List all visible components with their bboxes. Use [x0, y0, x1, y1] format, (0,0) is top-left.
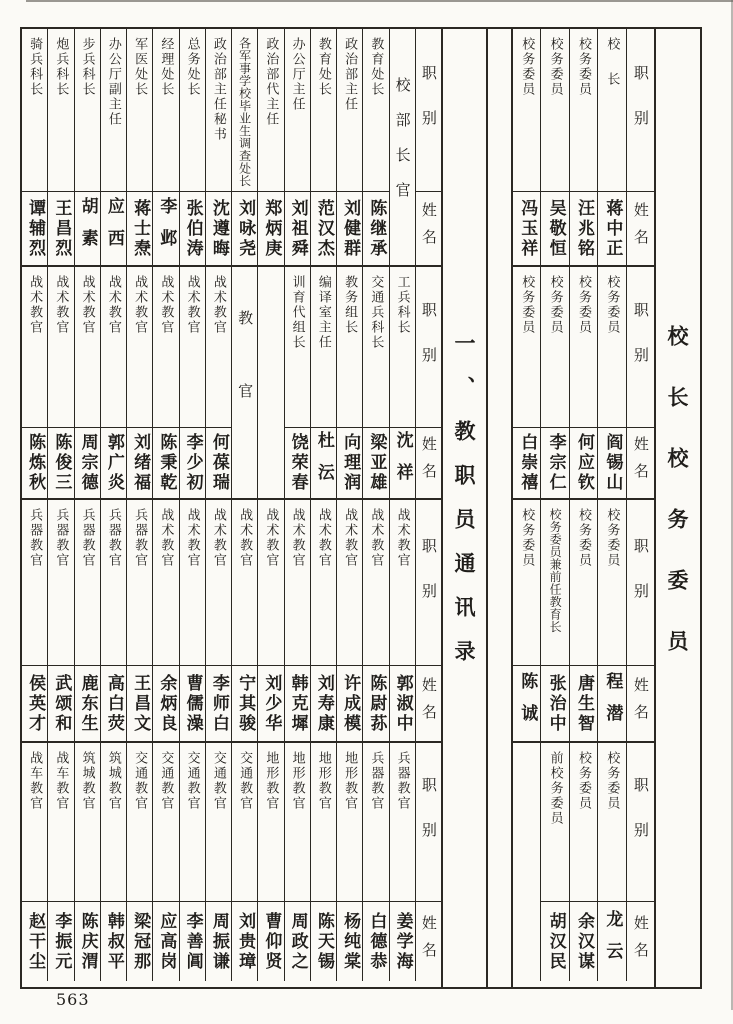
job-title: 兵器教官 — [53, 508, 69, 568]
table-band — [22, 29, 441, 265]
staff-cell — [47, 743, 73, 981]
job-title: 地形教官 — [289, 751, 305, 811]
person-name: 胡汉民 — [545, 911, 566, 972]
staff-cell — [569, 29, 597, 265]
staff-cell — [597, 500, 625, 741]
table-band — [22, 498, 441, 741]
person-name: 刘贵璋 — [235, 911, 256, 972]
table-band — [22, 741, 441, 981]
staff-cell — [310, 743, 336, 981]
staff-cell — [179, 500, 205, 741]
staff-cell — [100, 29, 126, 265]
staff-cell — [205, 500, 231, 741]
person-name: 白德恭 — [366, 911, 387, 972]
rank-header: 职别 — [631, 302, 650, 392]
name-header: 姓名 — [631, 914, 650, 969]
directory-table — [20, 27, 702, 989]
staff-cell — [569, 500, 597, 741]
staff-cell — [389, 743, 415, 981]
person-name: 曹儒澡 — [182, 673, 203, 734]
person-name: 谭辅烈 — [25, 198, 46, 259]
staff-cell — [310, 29, 336, 265]
staff-cell — [74, 743, 100, 981]
staff-section — [22, 29, 441, 987]
person-name: 白崇禧 — [517, 433, 538, 493]
person-name: 刘绪福 — [130, 433, 151, 493]
job-title: 战术教官 — [368, 508, 384, 568]
job-title: 地形教官 — [263, 751, 279, 811]
job-title: 校务委员 — [576, 508, 592, 568]
group-banner-cell — [389, 29, 415, 265]
job-title: 校务委员 — [547, 275, 563, 335]
job-title: 战术教官 — [132, 275, 148, 335]
staff-cell — [179, 29, 205, 265]
person-name: 周宗德 — [77, 433, 98, 493]
person-name: 阎锡山 — [602, 433, 623, 493]
staff-cell — [100, 500, 126, 741]
staff-cell — [74, 29, 100, 265]
table-band — [513, 265, 654, 498]
group-banner-cell — [231, 267, 257, 498]
job-title: 筑城教官 — [105, 751, 121, 811]
job-title: 兵器教官 — [368, 751, 384, 811]
job-title: 政治部主任秘书 — [210, 37, 226, 142]
person-name: 蒋士焘 — [130, 198, 151, 259]
job-title: 兵器教官 — [132, 508, 148, 568]
job-title: 校长 — [604, 37, 620, 107]
person-name: 李少初 — [182, 433, 203, 493]
person-name: 吴敬恒 — [545, 198, 566, 259]
job-title: 政治部主任 — [342, 37, 358, 112]
person-name: 向理润 — [340, 433, 361, 493]
staff-cell — [74, 500, 100, 741]
staff-cell — [284, 500, 310, 741]
staff-cell — [540, 29, 568, 265]
staff-cell — [284, 29, 310, 265]
staff-cell — [47, 500, 73, 741]
staff-cell — [152, 29, 178, 265]
person-name: 杨纯棠 — [340, 911, 361, 972]
person-name: 余炳良 — [156, 673, 177, 734]
staff-cell — [179, 267, 205, 498]
staff-cell — [310, 500, 336, 741]
column-header-cell — [626, 29, 654, 265]
job-title: 战术教官 — [184, 508, 200, 568]
staff-cell — [179, 743, 205, 981]
job-title: 校务委员 — [519, 508, 535, 568]
job-title: 兵器教官 — [27, 508, 43, 568]
person-name: 蒋中正 — [602, 198, 623, 259]
column-header-cell — [415, 500, 441, 741]
rank-header: 职别 — [419, 777, 438, 867]
staff-cell — [47, 29, 73, 265]
job-title: 工兵科长 — [394, 275, 410, 335]
staff-cell — [362, 500, 388, 741]
staff-cell — [152, 743, 178, 981]
staff-cell — [22, 743, 47, 981]
rank-header: 职别 — [419, 65, 438, 155]
staff-cell — [126, 29, 152, 265]
job-title: 战术教官 — [158, 508, 174, 568]
staff-cell — [336, 743, 362, 981]
staff-cell — [310, 267, 336, 498]
person-name: 汪兆铭 — [574, 198, 595, 259]
job-title: 教育处长 — [368, 37, 384, 97]
job-title: 战术教官 — [158, 275, 174, 335]
job-title: 兵器教官 — [394, 751, 410, 811]
staff-cell — [231, 29, 257, 265]
job-title: 战术教官 — [79, 275, 95, 335]
staff-cell — [205, 267, 231, 498]
staff-cell — [231, 743, 257, 981]
staff-cell — [336, 267, 362, 498]
column-header-cell — [415, 29, 441, 265]
job-title: 战术教官 — [263, 508, 279, 568]
job-title: 校务委员 — [604, 508, 620, 568]
section-title-column — [441, 29, 488, 987]
staff-cell — [205, 743, 231, 981]
staff-cell — [284, 267, 310, 498]
person-name: 韩叔平 — [103, 911, 124, 972]
staff-cell — [597, 29, 625, 265]
person-name: 梁亚雄 — [366, 433, 387, 493]
job-title: 校务委员 — [576, 275, 592, 335]
person-name: 张伯涛 — [182, 198, 203, 259]
person-name: 赵干尘 — [25, 911, 46, 972]
staff-cell — [513, 267, 540, 498]
job-title: 战术教官 — [53, 275, 69, 335]
staff-cell — [100, 267, 126, 498]
job-title: 战术教官 — [105, 275, 121, 335]
staff-cell — [362, 743, 388, 981]
job-title: 教育处长 — [315, 37, 331, 97]
staff-cell — [22, 500, 47, 741]
job-title: 战术教官 — [394, 508, 410, 568]
job-title: 交通教官 — [237, 751, 253, 811]
staff-cell — [22, 267, 47, 498]
staff-cell — [362, 29, 388, 265]
job-title: 战术教官 — [237, 508, 253, 568]
page-number: 563 — [56, 990, 90, 1009]
person-name: 陈秉乾 — [156, 433, 177, 493]
job-title: 骑兵科长 — [27, 37, 43, 97]
staff-cell — [100, 743, 126, 981]
person-name: 鹿东生 — [77, 673, 98, 734]
person-name: 杜沄 — [313, 431, 334, 495]
job-title: 编译室主任 — [315, 275, 331, 350]
job-title: 政治部代主任 — [263, 37, 279, 127]
table-band — [513, 498, 654, 741]
principal-committee-banner: 校长校务委员 — [665, 325, 690, 691]
person-name: 刘健群 — [340, 198, 361, 259]
column-header-cell — [626, 743, 654, 981]
job-title: 战术教官 — [184, 275, 200, 335]
person-name: 侯英才 — [25, 673, 46, 734]
person-name: 陈炼秋 — [25, 433, 46, 493]
person-name: 王昌烈 — [51, 198, 72, 259]
job-title: 校务委员 — [519, 37, 535, 97]
job-title: 交通兵科长 — [368, 275, 384, 350]
person-name: 李振元 — [51, 911, 72, 972]
job-title: 校务委员 — [547, 37, 563, 97]
person-name: 宁其骏 — [235, 673, 256, 734]
staff-cell — [540, 743, 568, 981]
name-header: 姓名 — [419, 914, 438, 969]
staff-cell — [336, 500, 362, 741]
job-title: 办公厅主任 — [289, 37, 305, 112]
empty-cell — [513, 743, 540, 981]
person-name: 何葆瑞 — [208, 433, 229, 493]
staff-cell — [569, 267, 597, 498]
person-name: 韩克墀 — [287, 673, 308, 734]
staff-cell — [540, 500, 568, 741]
person-name: 冯玉祥 — [517, 198, 538, 259]
job-title: 步兵科长 — [79, 37, 95, 97]
person-name: 陈诚 — [517, 671, 538, 736]
staff-cell — [513, 500, 540, 741]
person-name: 郭广炎 — [103, 433, 124, 493]
column-header-cell — [415, 743, 441, 981]
name-header: 姓名 — [631, 676, 650, 731]
job-title: 炮兵科长 — [53, 37, 69, 97]
rank-header: 职别 — [419, 302, 438, 392]
person-name: 沈祥 — [392, 431, 413, 495]
person-name: 陈天锡 — [313, 911, 334, 972]
job-title: 战术教官 — [315, 508, 331, 568]
name-header: 姓名 — [631, 436, 650, 490]
person-name: 何应钦 — [574, 433, 595, 493]
section-title: 一、教职员通讯录 — [452, 332, 477, 684]
person-name: 李宗仁 — [545, 433, 566, 493]
person-name: 李邺 — [156, 196, 177, 261]
name-header: 姓名 — [419, 676, 438, 731]
job-title: 校务委员 — [519, 275, 535, 335]
job-title: 交通教官 — [132, 751, 148, 811]
staff-cell — [569, 743, 597, 981]
person-name: 周政之 — [287, 911, 308, 972]
person-name: 刘少华 — [261, 673, 282, 734]
table-band — [513, 29, 654, 265]
staff-cell — [126, 500, 152, 741]
person-name: 李师白 — [208, 673, 229, 734]
column-header-cell — [626, 267, 654, 498]
person-name: 饶荣春 — [287, 433, 308, 493]
person-name: 应高岗 — [156, 911, 177, 972]
rank-header: 职别 — [631, 537, 650, 628]
person-name: 应西 — [103, 196, 124, 261]
person-name: 姜学海 — [392, 911, 413, 972]
group-banner-text: 校部长官 — [393, 77, 412, 217]
column-header-cell — [626, 500, 654, 741]
scan-edge-top — [26, 0, 733, 2]
staff-cell — [362, 267, 388, 498]
name-header: 姓名 — [419, 201, 438, 256]
staff-cell — [257, 500, 283, 741]
person-name: 梁冠那 — [130, 911, 151, 972]
person-name: 周振谦 — [208, 911, 229, 972]
staff-cell — [126, 267, 152, 498]
committee-section — [513, 29, 654, 987]
job-title: 战术教官 — [27, 275, 43, 335]
person-name: 刘咏尧 — [235, 198, 256, 259]
job-title: 军医处长 — [132, 37, 148, 97]
staff-cell — [597, 267, 625, 498]
staff-cell — [231, 500, 257, 741]
person-name: 陈继承 — [366, 198, 387, 259]
job-title: 总务处长 — [184, 37, 200, 97]
staff-cell — [389, 500, 415, 741]
job-title: 校务委员 — [576, 37, 592, 97]
job-title: 校务委员兼前任教育长 — [548, 508, 563, 633]
person-name: 李善阊 — [182, 911, 203, 972]
staff-cell — [284, 743, 310, 981]
job-title: 战术教官 — [289, 508, 305, 568]
staff-cell — [389, 267, 415, 498]
empty-cell — [257, 267, 283, 498]
staff-cell — [152, 267, 178, 498]
job-title: 办公厅副主任 — [105, 37, 121, 127]
person-name: 王昌文 — [130, 673, 151, 734]
person-name: 郭淑中 — [392, 673, 413, 734]
staff-cell — [597, 743, 625, 981]
job-title: 校务委员 — [604, 275, 620, 335]
staff-cell — [257, 743, 283, 981]
job-title: 交通教官 — [210, 751, 226, 811]
person-name: 刘寿康 — [313, 673, 334, 734]
person-name: 余汉谋 — [574, 911, 595, 972]
group-banner-text: 教官 — [236, 309, 255, 456]
job-title: 战术教官 — [342, 508, 358, 568]
job-title: 教务组长 — [342, 275, 358, 335]
name-header: 姓名 — [419, 436, 438, 490]
person-name: 郑炳庚 — [261, 198, 282, 259]
person-name: 高白荧 — [103, 673, 124, 734]
table-band — [22, 265, 441, 498]
person-name: 陈尉荪 — [366, 673, 387, 734]
principal-committee-banner-column — [654, 29, 699, 987]
person-name: 范汉杰 — [313, 198, 334, 259]
rank-header: 职别 — [631, 65, 650, 155]
job-title: 筑城教官 — [79, 751, 95, 811]
job-title: 交通教官 — [184, 751, 200, 811]
job-title: 训育代组长 — [289, 275, 305, 350]
staff-cell — [126, 743, 152, 981]
job-title: 地形教官 — [342, 751, 358, 811]
rank-header: 职别 — [419, 537, 438, 628]
job-title: 校务委员 — [576, 751, 592, 811]
person-name: 陈俊三 — [51, 433, 72, 493]
staff-cell — [47, 267, 73, 498]
person-name: 曹仰贤 — [261, 911, 282, 972]
job-title: 战车教官 — [53, 751, 69, 811]
name-header: 姓名 — [631, 201, 650, 256]
person-name: 武颂和 — [51, 673, 72, 734]
job-title: 兵器教官 — [79, 508, 95, 568]
staff-cell — [205, 29, 231, 265]
staff-cell — [257, 29, 283, 265]
person-name: 胡素 — [77, 196, 98, 261]
spacer-column — [488, 29, 513, 987]
staff-cell — [152, 500, 178, 741]
rank-header: 职别 — [631, 777, 650, 867]
job-title: 兵器教官 — [105, 508, 121, 568]
staff-cell — [22, 29, 47, 265]
job-title: 前校务委员 — [547, 751, 563, 826]
person-name: 龙云 — [602, 909, 623, 974]
job-title: 校务委员 — [604, 751, 620, 811]
table-band — [513, 741, 654, 981]
person-name: 唐生智 — [574, 673, 595, 734]
job-title: 各军事学校毕业生调查处长 — [237, 37, 252, 187]
person-name: 程潜 — [602, 671, 623, 736]
staff-cell — [540, 267, 568, 498]
person-name: 刘祖舜 — [287, 198, 308, 259]
person-name: 陈庆渭 — [77, 911, 98, 972]
person-name: 许成模 — [340, 673, 361, 734]
job-title: 战术教官 — [210, 275, 226, 335]
job-title: 经理处长 — [158, 37, 174, 97]
person-name: 张治中 — [545, 673, 566, 734]
job-title: 战术教官 — [210, 508, 226, 568]
staff-cell — [336, 29, 362, 265]
staff-cell — [74, 267, 100, 498]
job-title: 地形教官 — [315, 751, 331, 811]
staff-cell — [513, 29, 540, 265]
column-header-cell — [415, 267, 441, 498]
job-title: 战车教官 — [27, 751, 43, 811]
job-title: 交通教官 — [158, 751, 174, 811]
person-name: 沈遵晦 — [208, 198, 229, 259]
